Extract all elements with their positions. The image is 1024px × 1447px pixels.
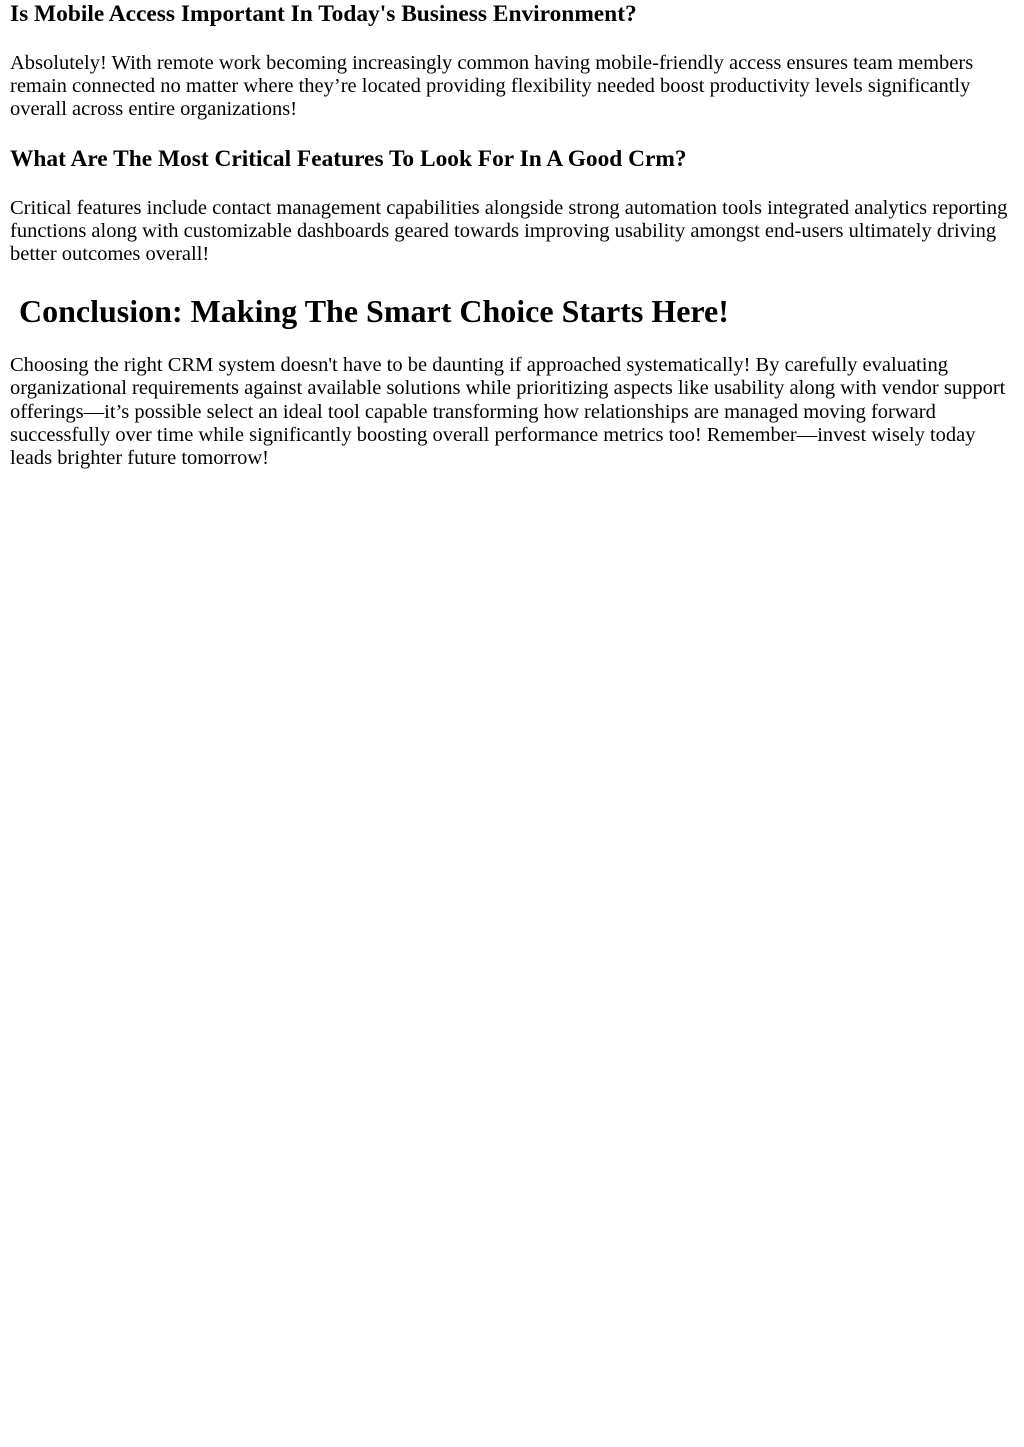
faq-heading-mobile-access: Is Mobile Access Important In Today's Business Environment? bbox=[10, 1, 637, 27]
faq-answer-critical-features: Critical features include contact management capabilities alongside strong automation tools integrated analytics reporting functions along with customizable dashboards geared towards improving usability amongst end-users ultimately driving better outcomes overall! bbox=[10, 196, 1008, 266]
faq-answer-mobile-access: Absolutely! With remote work becoming increasingly common having mobile-friendly access ensures team members remain connected no matter where they’re located providing flexibility needed boost productivity levels significantly overall across entire organizations! bbox=[10, 52, 974, 121]
article-content bbox=[0, 1, 1024, 470]
faq-heading-critical-features: What Are The Most Critical Features To Look For In A Good Crm? bbox=[10, 145, 687, 172]
conclusion-paragraph: Choosing the right CRM system doesn't have to be daunting if approached systematically! By carefully evaluating organizational requirements against available solutions while prioritizing aspects like usability along with vendor support offerings—it’s possible select an ideal tool capable transforming how relationships are managed moving forward successfully over time while significantly boosting overall performance metrics too! Remember—invest wisely today leads brighter future tomorrow! bbox=[10, 354, 1006, 470]
conclusion-heading: Conclusion: Making The Smart Choice Starts Here! bbox=[19, 293, 729, 330]
